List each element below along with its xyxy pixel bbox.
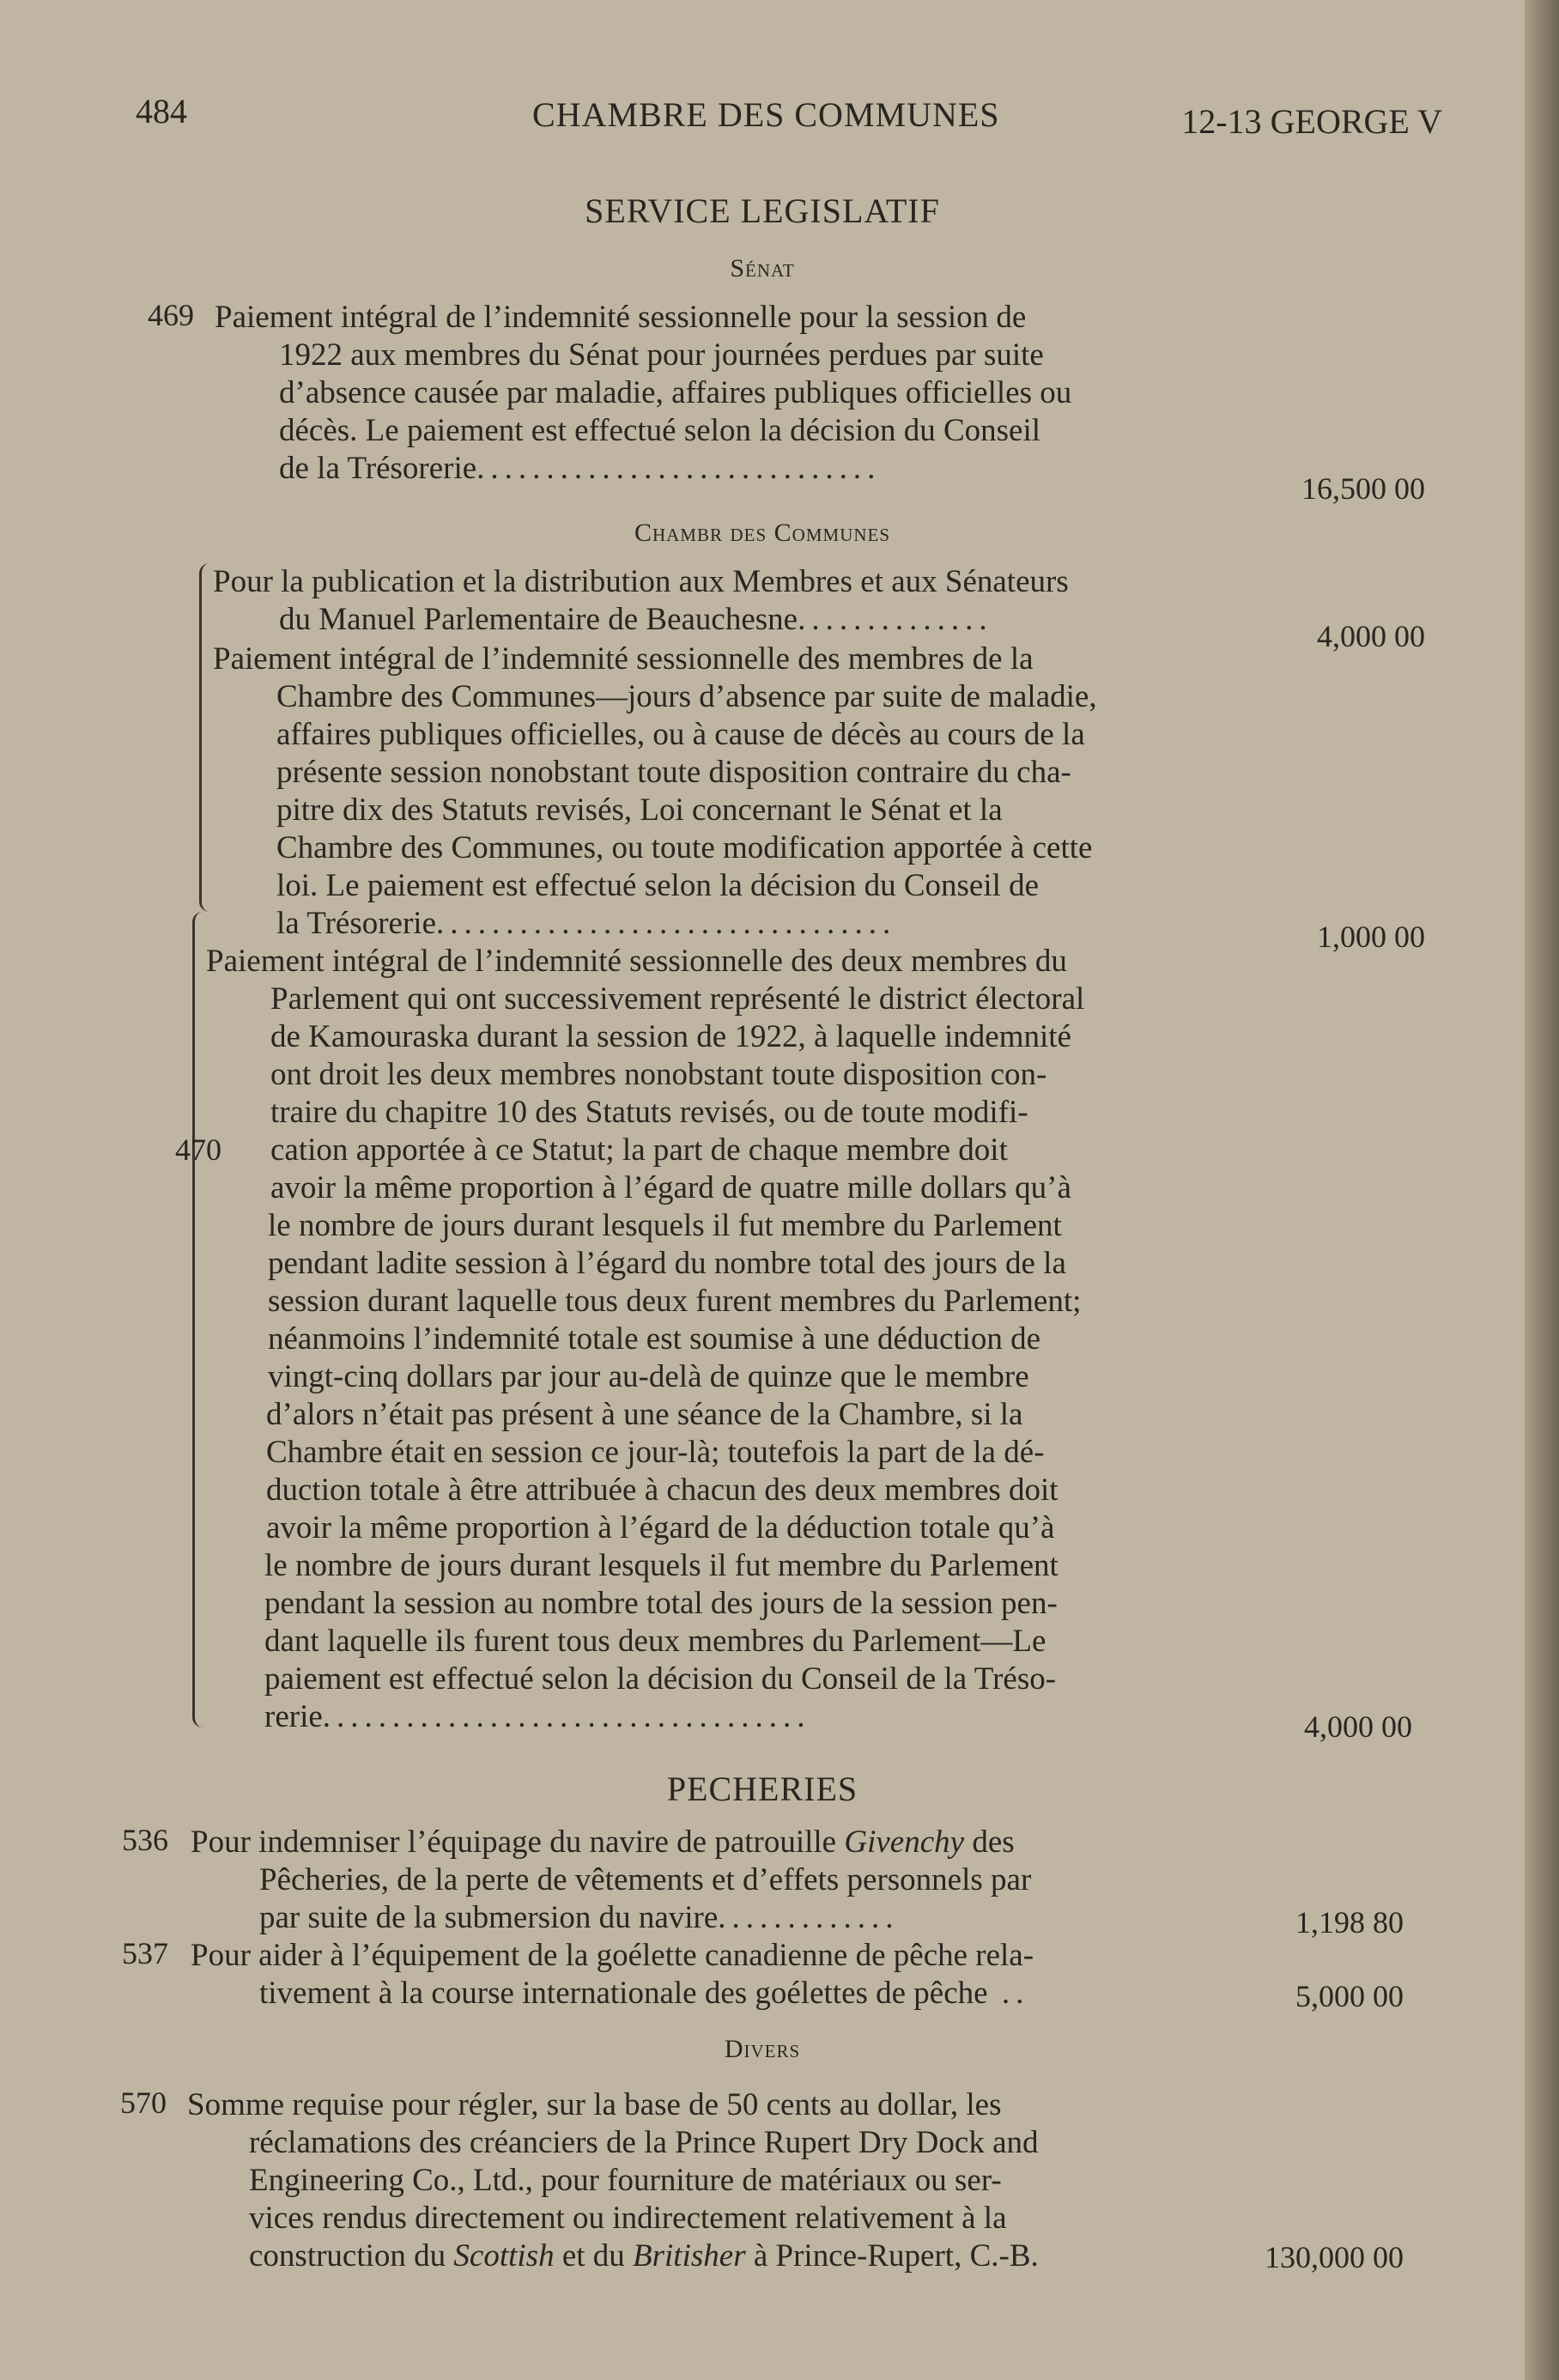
item-line: affaires publiques officielles, ou à cause de décès au cours de la xyxy=(276,717,1085,752)
vote-number: 536 xyxy=(122,1823,168,1857)
item-line: loi. Le paiement est effectué selon la décision du Conseil de xyxy=(276,868,1040,903)
item-line: décès. Le paiement est effectué selon la décision du Conseil xyxy=(279,413,1041,448)
item-line: Somme requise pour régler, sur la base de 50 cents au dollar, les xyxy=(187,2087,1002,2122)
vote-number: 570 xyxy=(120,2086,167,2120)
item-line: Paiement intégral de l’indemnité sessionnelle pour la session de xyxy=(215,300,1027,335)
item-line: Parlement qui ont successivement représenté le district électoral xyxy=(270,981,1085,1017)
amount: 130,000 00 xyxy=(1265,2240,1404,2274)
amount: 4,000 00 xyxy=(1304,1709,1412,1744)
item-line: pendant la session au nombre total des jours de la session pen- xyxy=(264,1586,1058,1621)
item-line: paiement est effectué selon la décision du Conseil de la Tréso- xyxy=(264,1661,1057,1697)
running-title: CHAMBRE DES COMMUNES xyxy=(532,95,1000,134)
section-heading-service-legislatif: SERVICE LEGISLATIF xyxy=(585,191,940,230)
item-line: la Trésorerie................................. xyxy=(276,906,897,941)
item-line: Chambre des Communes, ou toute modification apportée à cette xyxy=(276,830,1093,865)
subsection-heading-senat: Sénat xyxy=(730,254,795,282)
item-line: réclamations des créanciers de la Prince Rupert Dry Dock and xyxy=(249,2125,1039,2160)
section-heading-pecheries: PECHERIES xyxy=(666,1770,858,1808)
item-line: ont droit les deux membres nonobstant toute disposition con- xyxy=(270,1057,1047,1092)
item-line: rerie................................... xyxy=(264,1699,811,1734)
item-line: le nombre de jours durant lesquels il fut membre du Parlement xyxy=(268,1208,1062,1243)
vote-number: 469 xyxy=(148,298,194,332)
page-edge xyxy=(1525,0,1559,2380)
item-line: néanmoins l’indemnité totale est soumise à une déduction de xyxy=(268,1321,1041,1357)
vote-number: 537 xyxy=(122,1936,168,1970)
item-line: par suite de la submersion du navire............. xyxy=(259,1900,900,1935)
item-line: Pour aider à l’équipement de la goélette canadienne de pêche rela- xyxy=(191,1938,1034,1973)
item-line: avoir la même proportion à l’égard de quatre mille dollars qu’à xyxy=(270,1170,1071,1205)
amount: 16,500 00 xyxy=(1301,471,1425,506)
item-line: le nombre de jours durant lesquels il fut membre du Parlement xyxy=(264,1548,1059,1583)
item-line: Pour la publication et la distribution aux Membres et aux Sénateurs xyxy=(213,564,1069,599)
subsection-heading-chambre: Chambr des Communes xyxy=(634,519,891,547)
amount: 4,000 00 xyxy=(1317,619,1425,653)
item-line: Paiement intégral de l’indemnité sessionnelle des deux membres du xyxy=(206,944,1067,979)
item-line: Pour indemniser l’équipage du navire de patrouille Givenchy des xyxy=(191,1824,1015,1860)
item-line: avoir la même proportion à l’égard de la déduction totale qu’à xyxy=(266,1510,1055,1545)
item-line: du Manuel Parlementaire de Beauchesne.............. xyxy=(279,602,993,637)
item-line: duction totale à être attribuée à chacun des deux membres doit xyxy=(266,1472,1059,1508)
page-number: 484 xyxy=(136,92,187,131)
subsection-heading-divers: Divers xyxy=(724,2035,801,2063)
item-line: traire du chapitre 10 des Statuts revisés, ou de toute modifi- xyxy=(270,1095,1028,1130)
item-line: session durant laquelle tous deux furent membres du Parlement; xyxy=(268,1284,1082,1319)
brace xyxy=(192,912,207,1727)
item-line: d’alors n’était pas présent à une séance de la Chambre, si la xyxy=(266,1397,1023,1432)
amount: 1,198 80 xyxy=(1295,1905,1404,1940)
amount: 5,000 00 xyxy=(1295,1979,1404,2013)
item-line: dant laquelle ils furent tous deux membres du Parlement—Le xyxy=(264,1624,1046,1659)
item-line: de la Trésorerie............................. xyxy=(279,451,882,486)
item-line: Paiement intégral de l’indemnité sessionnelle des membres de la xyxy=(213,641,1034,677)
item-line: Chambre des Communes—jours d’absence par suite de maladie, xyxy=(276,679,1097,714)
item-line: vices rendus directement ou indirectement relativement à la xyxy=(249,2201,1007,2236)
regnal-year: 12-13 GEORGE V xyxy=(1181,102,1442,141)
item-line: Engineering Co., Ltd., pour fourniture de matériaux ou ser- xyxy=(249,2163,1002,2198)
item-line: d’absence causée par maladie, affaires publiques officielles ou xyxy=(279,375,1072,410)
item-line: Chambre était en session ce jour-là; toutefois la part de la dé- xyxy=(266,1435,1045,1470)
item-line: présente session nonobstant toute disposition contraire du cha- xyxy=(276,755,1071,790)
item-line: pendant ladite session à l’égard du nombre total des jours de la xyxy=(268,1246,1066,1281)
item-line: pitre dix des Statuts revisés, Loi concernant le Sénat et la xyxy=(276,792,1003,828)
page-header xyxy=(129,86,1442,141)
item-line: vingt-cinq dollars par jour au-delà de quinze que le membre xyxy=(268,1359,1029,1394)
amount: 1,000 00 xyxy=(1317,920,1425,954)
item-line: tivement à la course internationale des goélettes de pêche .. xyxy=(259,1976,1030,2011)
item-line: cation apportée à ce Statut; la part de chaque membre doit xyxy=(270,1132,1008,1168)
item-line: 1922 aux membres du Sénat pour journées perdues par suite xyxy=(279,337,1044,373)
vote-number: 470 xyxy=(175,1132,221,1167)
item-line: Pêcheries, de la perte de vêtements et d’effets personnels par xyxy=(259,1862,1032,1897)
item-line: de Kamouraska durant la session de 1922, à laquelle indemnité xyxy=(270,1019,1071,1054)
item-line: construction du Scottish et du Britisher à Prince-Rupert, C.-B. xyxy=(249,2238,1039,2274)
brace xyxy=(199,563,214,912)
